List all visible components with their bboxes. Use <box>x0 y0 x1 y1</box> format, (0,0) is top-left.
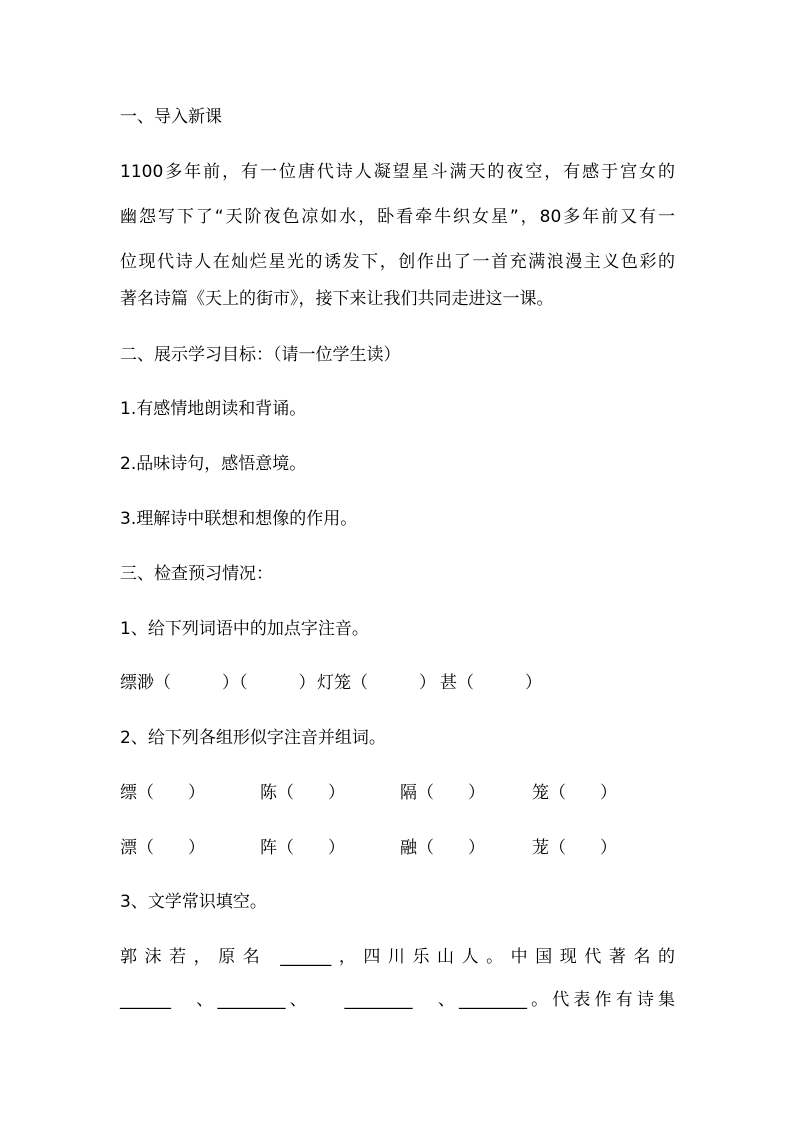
intro-paragraph-line-4: 著名诗篇《天上的街市》，接下来让我们共同走进这一课。 <box>120 289 554 309</box>
question-3-line-2: ______ 、________、 ________ 、________。代表作有诗集 <box>120 990 675 1010</box>
q2-row1-cell-3: 隔（ ） <box>400 783 485 803</box>
section-heading-goals: 二、展示学习目标：（请一位学生读） <box>120 345 401 365</box>
intro-paragraph-line-3: 位现代诗人在灿烂星光的诱发下，创作出了一首充满浪漫主义色彩的 <box>120 252 675 272</box>
intro-paragraph-line-1: 1100多年前，有一位唐代诗人凝望星斗满天的夜空，有感于宫女的 <box>120 162 675 182</box>
section-heading-intro: 一、导入新课 <box>120 107 222 127</box>
q2-row1-cell-2: 陈（ ） <box>260 783 345 803</box>
question-1-title: 1、给下列词语中的加点字注音。 <box>120 619 369 639</box>
goal-item-3: 3.理解诗中联想和想像的作用。 <box>120 509 358 529</box>
question-3-line-1: 郭沫若，原名 ______，四川乐山人。中国现代著名的 <box>120 947 675 967</box>
section-heading-preview: 三、检查预习情况： <box>120 564 273 584</box>
q2-row2-cell-3: 融（ ） <box>400 838 485 858</box>
question-2-title: 2、给下列各组形似字注音并组词。 <box>120 728 386 748</box>
q2-row2-cell-4: 茏（ ） <box>532 838 617 858</box>
q2-row1-cell-4: 笼（ ） <box>532 783 617 803</box>
question-1-items <box>120 671 680 767</box>
q2-row2-cell-2: 阵（ ） <box>260 838 345 858</box>
q2-row2-cell-1: 漂（ ） <box>120 838 205 858</box>
intro-paragraph-line-2: 幽怨写下了“天阶夜色凉如水，卧看牵牛织女星”，80多年前又有一 <box>120 207 675 227</box>
goal-item-2: 2.品味诗句，感悟意境。 <box>120 454 307 474</box>
goal-item-1: 1.有感情地朗读和背诵。 <box>120 399 307 419</box>
q2-row1-cell-1: 缥（ ） <box>120 783 205 803</box>
question-1-item-shen: 甚（ ） <box>440 673 542 693</box>
question-3-title: 3、文学常识填空。 <box>120 892 267 912</box>
question-1-item-denglong: 灯笼（ ） <box>317 673 436 693</box>
question-1-item-piaomiao: 缥渺（ ）（ ） <box>120 673 316 693</box>
